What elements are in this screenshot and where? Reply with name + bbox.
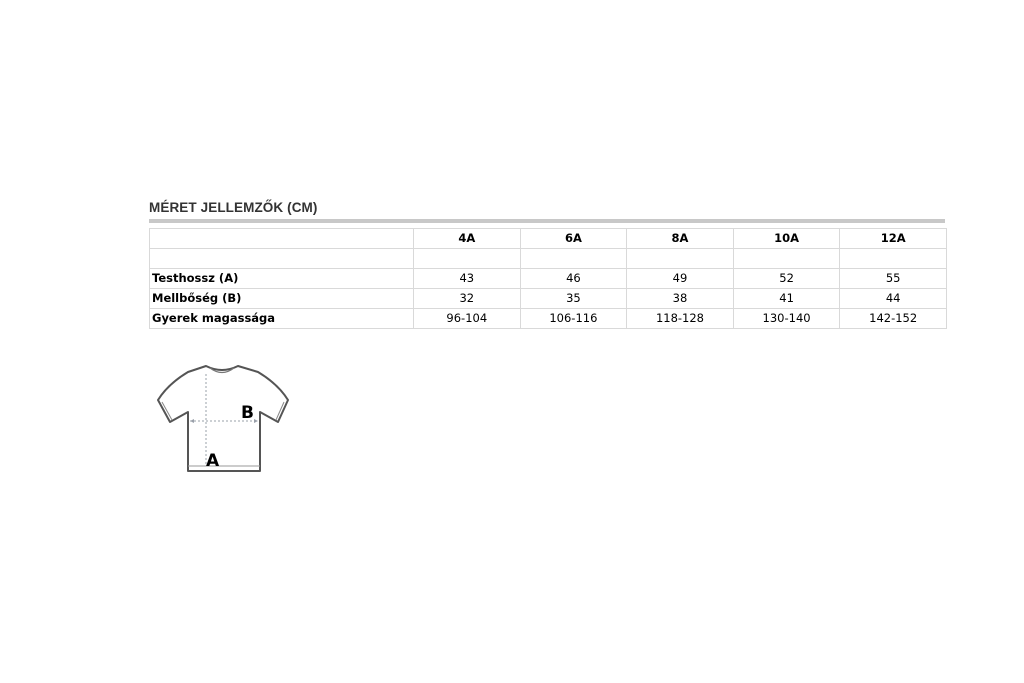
spacer-row	[150, 249, 947, 269]
row-label-body-length: Testhossz (A)	[150, 269, 414, 289]
size-header-4a: 4A	[414, 229, 521, 249]
spacer-cell	[414, 249, 521, 269]
table-cell: 35	[520, 289, 627, 309]
table-cell: 41	[733, 289, 840, 309]
spacer-cell	[520, 249, 627, 269]
corner-cell	[150, 229, 414, 249]
row-label-chest-width: Mellbőség (B)	[150, 289, 414, 309]
tshirt-measurement-icon	[150, 360, 295, 478]
size-header-6a: 6A	[520, 229, 627, 249]
size-header-10a: 10A	[733, 229, 840, 249]
table-cell: 38	[627, 289, 734, 309]
spacer-cell	[150, 249, 414, 269]
table-cell: 43	[414, 269, 521, 289]
spacer-cell	[627, 249, 734, 269]
table-cell: 46	[520, 269, 627, 289]
table-cell: 96-104	[414, 309, 521, 329]
table-cell: 118-128	[627, 309, 734, 329]
size-header-12a: 12A	[840, 229, 947, 249]
title-divider	[149, 219, 945, 223]
table-cell: 49	[627, 269, 734, 289]
measurement-label-b: B	[241, 403, 254, 423]
spacer-cell	[733, 249, 840, 269]
header-row	[150, 229, 947, 249]
table-cell: 130-140	[733, 309, 840, 329]
table-cell: 106-116	[520, 309, 627, 329]
row-label-child-height: Gyerek magassága	[150, 309, 414, 329]
size-chart-table	[149, 228, 947, 329]
table-cell: 44	[840, 289, 947, 309]
spacer-cell	[840, 249, 947, 269]
measurement-label-a: A	[206, 451, 220, 471]
size-header-8a: 8A	[627, 229, 734, 249]
table-cell: 52	[733, 269, 840, 289]
table-row	[150, 269, 947, 289]
table-cell: 32	[414, 289, 521, 309]
table-row	[150, 309, 947, 329]
table-cell: 55	[840, 269, 947, 289]
section-title: MÉRET JELLEMZŐK (CM)	[149, 200, 318, 215]
table-row	[150, 289, 947, 309]
table-cell: 142-152	[840, 309, 947, 329]
